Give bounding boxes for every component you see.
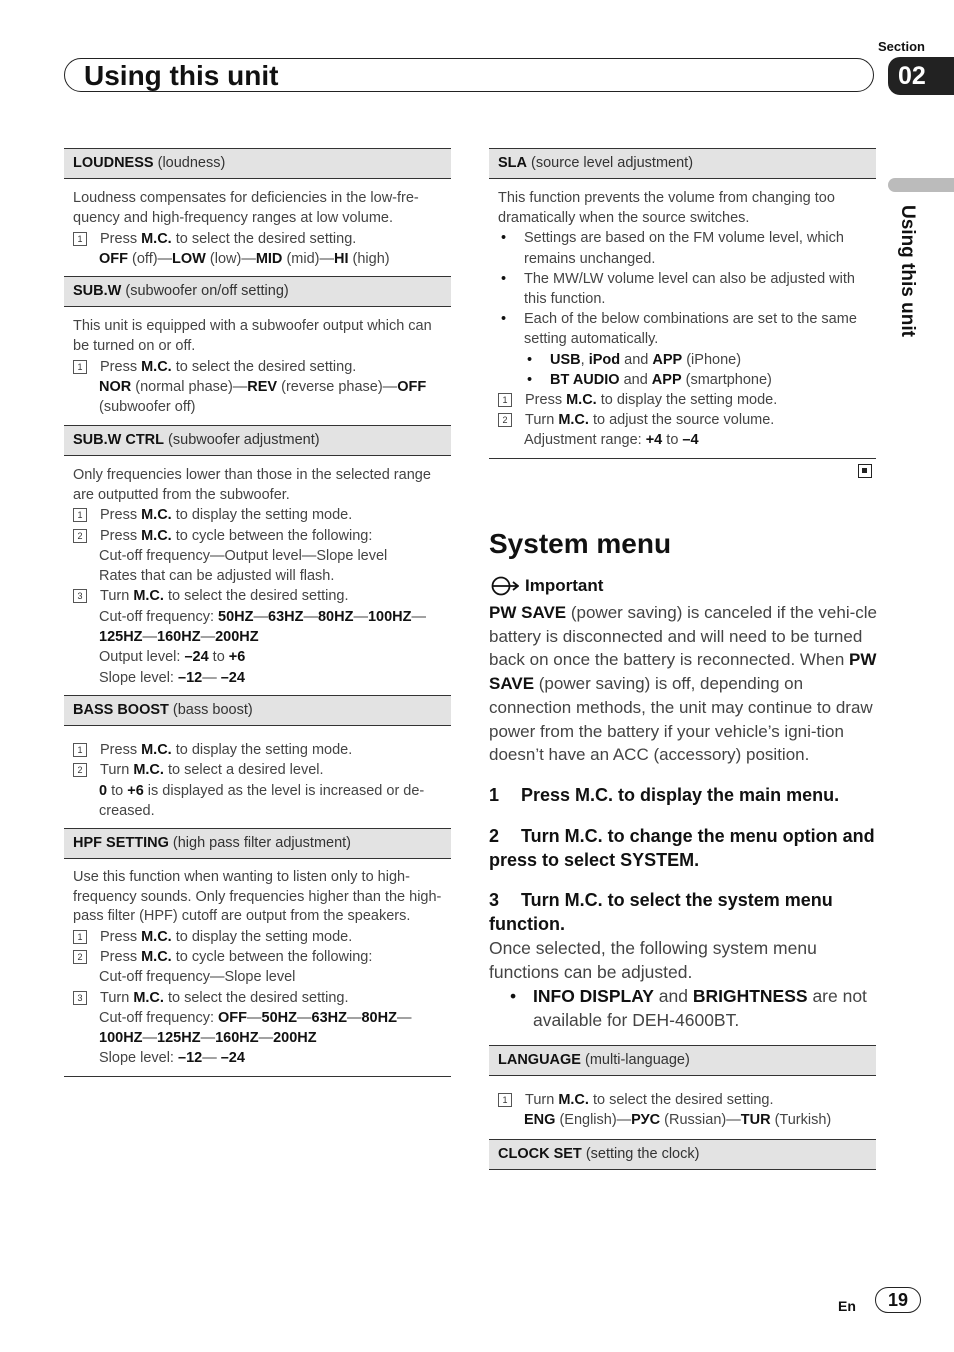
system-step-3-body: Once selected, the following system menu functions can be adjusted. • INFO DISPLAY and BRIGHTNESS are not available for DEH-4600BT. (489, 938, 867, 1030)
right-column (489, 148, 876, 459)
hpf-header: HPF SETTING (high pass filter adjustment) (64, 828, 451, 859)
important-icon (489, 576, 519, 596)
important-heading: Important (489, 576, 603, 596)
bassboost-body: 1 Press M.C. to display the setting mode. 2 Turn M.C. to select a desired level. 0 to +6 is displayed as the level is increased or de-creased. (64, 726, 451, 828)
side-tab-marker (888, 178, 954, 192)
language-body: 1 Turn M.C. to select the desired setting. ENG (English)—РУС (Russian)—TUR (Turkish) (489, 1076, 876, 1138)
page-title: Using this unit (84, 60, 279, 91)
subw-body: This unit is equipped with a subwoofer output which can be turned on or off. 1 Press M.C. to select the desired setting. NOR (normal phase)—REV (reverse phase)—OFF (subwoofer off) (73, 318, 432, 416)
system-menu-title: System menu (489, 528, 672, 559)
section-number: 02 (888, 57, 954, 95)
section-label: Section (878, 39, 925, 54)
clockset-header: CLOCK SET (setting the clock) (489, 1139, 876, 1170)
subwctrl-header: SUB.W CTRL (subwoofer adjustment) (64, 425, 451, 456)
sla-body: This function prevents the volume from changing too dramatically when the source switches. • Settings are based on the FM volume level, which remains unchanged. • The MW/LW volume level can also be adjusted with this function. • Each of the below combinations are set to the same setting automatically. • USB, iPod and APP (iPhone) • BT AUDIO and APP (smartphone) 1 Press M.C. to display the setting mode. 2 Turn M.C. to adjust the source volume. Adjustment range: +4 to –4 (498, 190, 857, 449)
system-step-2: 2 Turn M.C. to change the menu option and press to select SYSTEM. (489, 826, 875, 870)
language-header: LANGUAGE (multi-language) (489, 1045, 876, 1076)
system-step-3: 3 Turn M.C. to select the system menu function. (489, 890, 833, 934)
sla-header: SLA (source level adjustment) (489, 148, 876, 179)
page-number: 19 (875, 1287, 921, 1313)
loudness-body: Loudness compensates for deficiencies in the low-fre-quency and high-frequency ranges at low volume. 1 Press M.C. to select the desired setting. OFF (off)—LOW (low)—MID (mid)—HI (high) (73, 190, 419, 267)
step-text: Press M.C. to select the desired setting. (100, 230, 357, 247)
subw-header: SUB.W (subwoofer on/off setting) (64, 276, 451, 307)
side-tab-label: Using this unit (897, 205, 918, 337)
language-block (489, 1045, 876, 1170)
important-text: PW SAVE (power saving) is canceled if the vehi-cle battery is disconnected and will need to be turned back on once the battery is reconnected. When PW SAVE (power saving) is off, depending on connection methods, the unit may continue to draw power from the battery if your vehicle’s igni-tion doesn’t have an ACC (accessory) position. (489, 603, 878, 765)
bassboost-header: BASS BOOST (bass boost) (64, 695, 451, 726)
hpf-body: Use this function when wanting to listen only to high-frequency sounds. Only frequencies higher than the high-pass filter (HPF) cutoff are output from the speakers. 1 Press M.C. to display the setting mode. 2 Press M.C. to cycle between the following: Cut-off frequency—Slope level 3 Turn M.C. to select the desired setting. Cut-off frequency: OFF—50HZ—63HZ—80HZ—100HZ—125HZ—160HZ—200HZ Slope level: –12— –24 (73, 869, 442, 1067)
left-column (64, 148, 451, 1077)
footer-language: En (838, 1298, 856, 1314)
end-mark-icon (858, 464, 872, 478)
loudness-header: LOUDNESS (loudness) (64, 148, 451, 179)
system-step-1: 1 Press M.C. to display the main menu. (489, 785, 840, 805)
subwctrl-body: Only frequencies lower than those in the selected range are outputted from the subwoofer. 1 Press M.C. to display the setting mode. 2 Press M.C. to cycle between the following: Cut-off frequency—Output level—Slope level Rates that can be adjusted will flash. 3 Turn M.C. to select the desired setting. Cut-off frequency: 50HZ—63HZ—80HZ—100HZ—125HZ—160HZ—200HZ Output level: –24 to +6 Slope level: –12— –24 (73, 466, 431, 686)
